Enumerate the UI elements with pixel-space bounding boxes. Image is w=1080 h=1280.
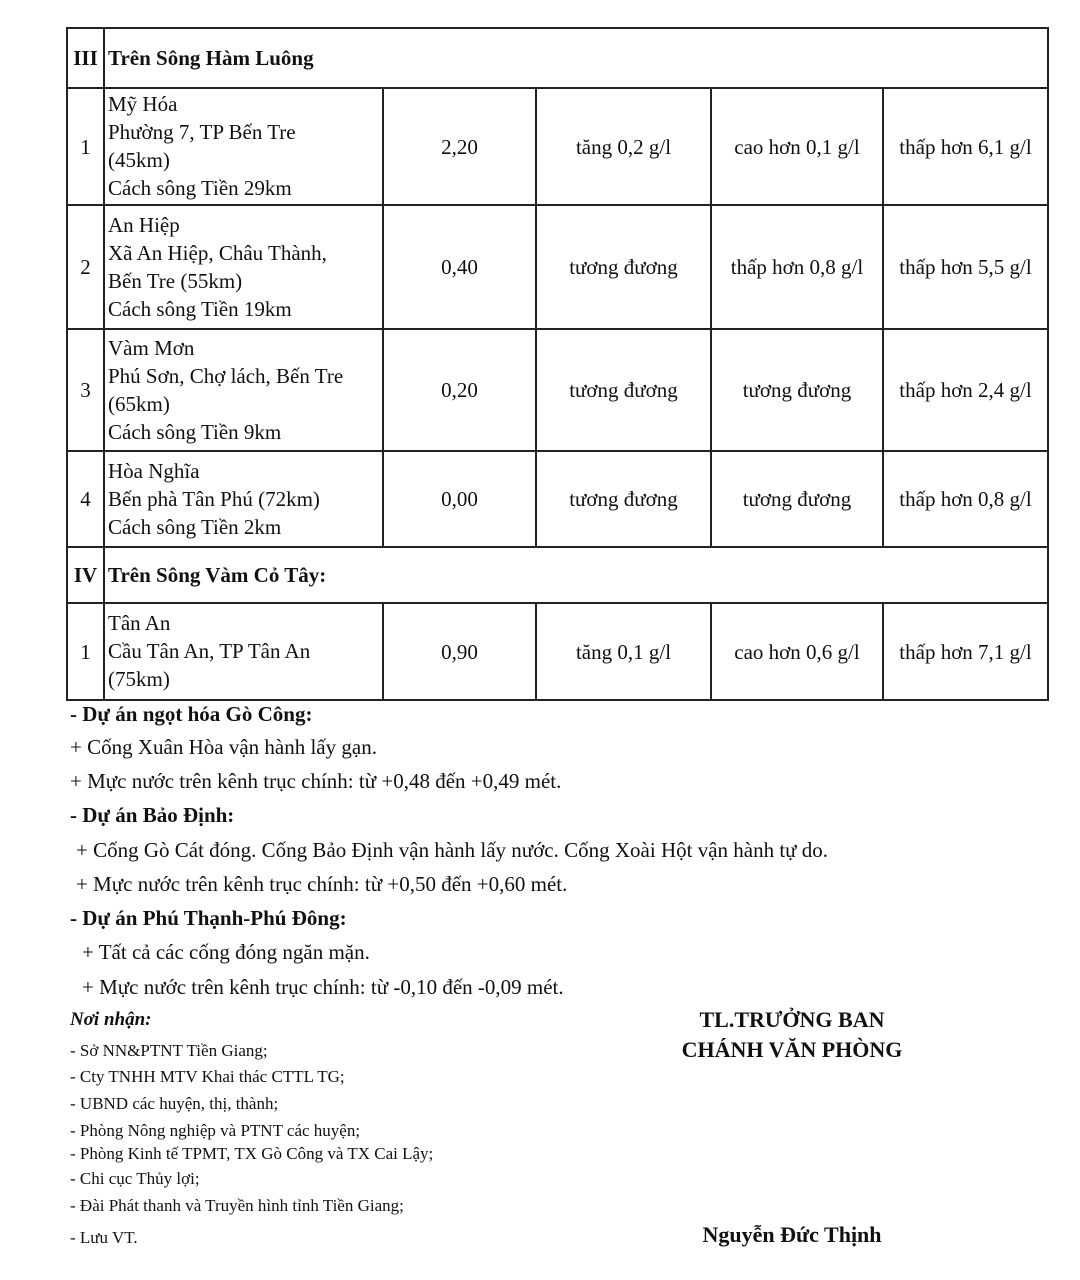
location-line: (65km) (108, 391, 170, 416)
location-cell (104, 603, 383, 700)
signature-title-1: TL.TRƯỞNG BAN (699, 1007, 885, 1032)
row-index: 3 (67, 329, 104, 451)
compare-cell: thấp hơn 0,8 g/l (883, 451, 1048, 547)
compare-cell: cao hơn 0,6 g/l (711, 603, 883, 700)
location-line: Cầu Tân An, TP Tân An (108, 639, 311, 663)
row-index: 4 (67, 451, 104, 547)
table-row (67, 329, 1048, 451)
project-title-phu-thanh: - Dự án Phú Thạnh-Phú Đông: (70, 906, 347, 930)
recipient-item: - Phòng Nông nghiệp và PTNT các huyện; (70, 1121, 361, 1140)
project-line: + Mực nước trên kênh trục chính: từ +0,48 đến +0,49 mét. (70, 769, 562, 793)
location-cell (104, 451, 383, 547)
compare-cell: thấp hơn 5,5 g/l (883, 205, 1048, 329)
recipients-heading: Nơi nhận: (70, 1009, 152, 1030)
location-line: Cách sông Tiền 2km (108, 514, 282, 539)
project-line: + Cống Xuân Hòa vận hành lấy gạn. (70, 735, 377, 759)
signature-title-2: CHÁNH VĂN PHÒNG (681, 1037, 903, 1062)
compare-cell: tương đương (711, 451, 883, 547)
compare-cell: tăng 0,1 g/l (536, 603, 711, 700)
project-title-go-cong: - Dự án ngọt hóa Gò Công: (70, 702, 313, 726)
salinity-value: 0,00 (383, 451, 536, 547)
recipient-item: - Đài Phát thanh và Truyền hình tỉnh Tiền Giang; (70, 1196, 404, 1215)
location-line: Bến phà Tân Phú (72km) (108, 486, 320, 511)
table-row (67, 88, 1048, 205)
location-line: Cách sông Tiền 29km (108, 176, 292, 200)
section-title: Trên Sông Hàm Luông (104, 28, 1048, 88)
location-line: Mỹ Hóa (108, 92, 178, 116)
location-line: Cách sông Tiền 19km (108, 296, 292, 321)
compare-cell: thấp hơn 6,1 g/l (883, 88, 1048, 205)
location-line: Hòa Nghĩa (108, 458, 200, 483)
recipient-item: - Cty TNHH MTV Khai thác CTTL TG; (70, 1067, 345, 1086)
compare-cell: thấp hơn 7,1 g/l (883, 603, 1048, 700)
recipient-item: - Chi cục Thủy lợi; (70, 1169, 200, 1188)
salinity-value: 0,20 (383, 329, 536, 451)
compare-cell: thấp hơn 0,8 g/l (711, 205, 883, 329)
project-title-bao-dinh: - Dự án Bảo Định: (70, 803, 235, 827)
compare-cell: thấp hơn 2,4 g/l (883, 329, 1048, 451)
section-title: Trên Sông Vàm Cỏ Tây: (104, 547, 1048, 603)
location-line: (75km) (108, 667, 170, 691)
signer-name: Nguyễn Đức Thịnh (702, 1222, 882, 1247)
compare-cell: tương đương (536, 329, 711, 451)
project-line: + Cống Gò Cát đóng. Cống Bảo Định vận hành lấy nước. Cống Xoài Hột vận hành tự do. (76, 838, 829, 862)
compare-cell: tương đương (536, 205, 711, 329)
salinity-table (66, 27, 1049, 701)
location-line: (45km) (108, 148, 170, 172)
salinity-value: 0,40 (383, 205, 536, 329)
salinity-value: 0,90 (383, 603, 536, 700)
recipient-item: - Sở NN&PTNT Tiền Giang; (70, 1041, 268, 1060)
location-cell (104, 329, 383, 451)
recipient-item: - UBND các huyện, thị, thành; (70, 1094, 279, 1113)
location-line: An Hiệp (108, 212, 180, 237)
project-line: + Mực nước trên kênh trục chính: từ +0,50 đến +0,60 mét. (76, 872, 568, 896)
location-line: Vàm Mơn (108, 335, 195, 360)
location-cell (104, 88, 383, 205)
table-row (67, 603, 1048, 700)
location-cell (104, 205, 383, 329)
row-index: 1 (67, 603, 104, 700)
section-header-row (67, 547, 1048, 603)
location-line: Xã An Hiệp, Châu Thành, (108, 240, 327, 265)
table-row (67, 451, 1048, 547)
compare-cell: cao hơn 0,1 g/l (711, 88, 883, 205)
section-number: IV (67, 547, 104, 603)
location-line: Tân An (108, 611, 171, 635)
location-line: Phú Sơn, Chợ lách, Bến Tre (108, 363, 344, 388)
compare-cell: tương đương (711, 329, 883, 451)
recipient-item: - Phòng Kinh tế TPMT, TX Gò Công và TX Cai Lậy; (70, 1144, 434, 1163)
table-row (67, 205, 1048, 329)
section-header-row (67, 28, 1048, 88)
section-number: III (67, 28, 104, 88)
row-index: 2 (67, 205, 104, 329)
project-line: + Mực nước trên kênh trục chính: từ -0,10 đến -0,09 mét. (82, 975, 564, 999)
location-line: Phường 7, TP Bến Tre (108, 120, 296, 144)
compare-cell: tăng 0,2 g/l (536, 88, 711, 205)
project-line: + Tất cả các cống đóng ngăn mặn. (82, 940, 370, 964)
recipient-item: - Lưu VT. (70, 1228, 138, 1247)
location-line: Bến Tre (55km) (108, 268, 243, 293)
salinity-value: 2,20 (383, 88, 536, 205)
location-line: Cách sông Tiền 9km (108, 419, 282, 444)
row-index: 1 (67, 88, 104, 205)
compare-cell: tương đương (536, 451, 711, 547)
